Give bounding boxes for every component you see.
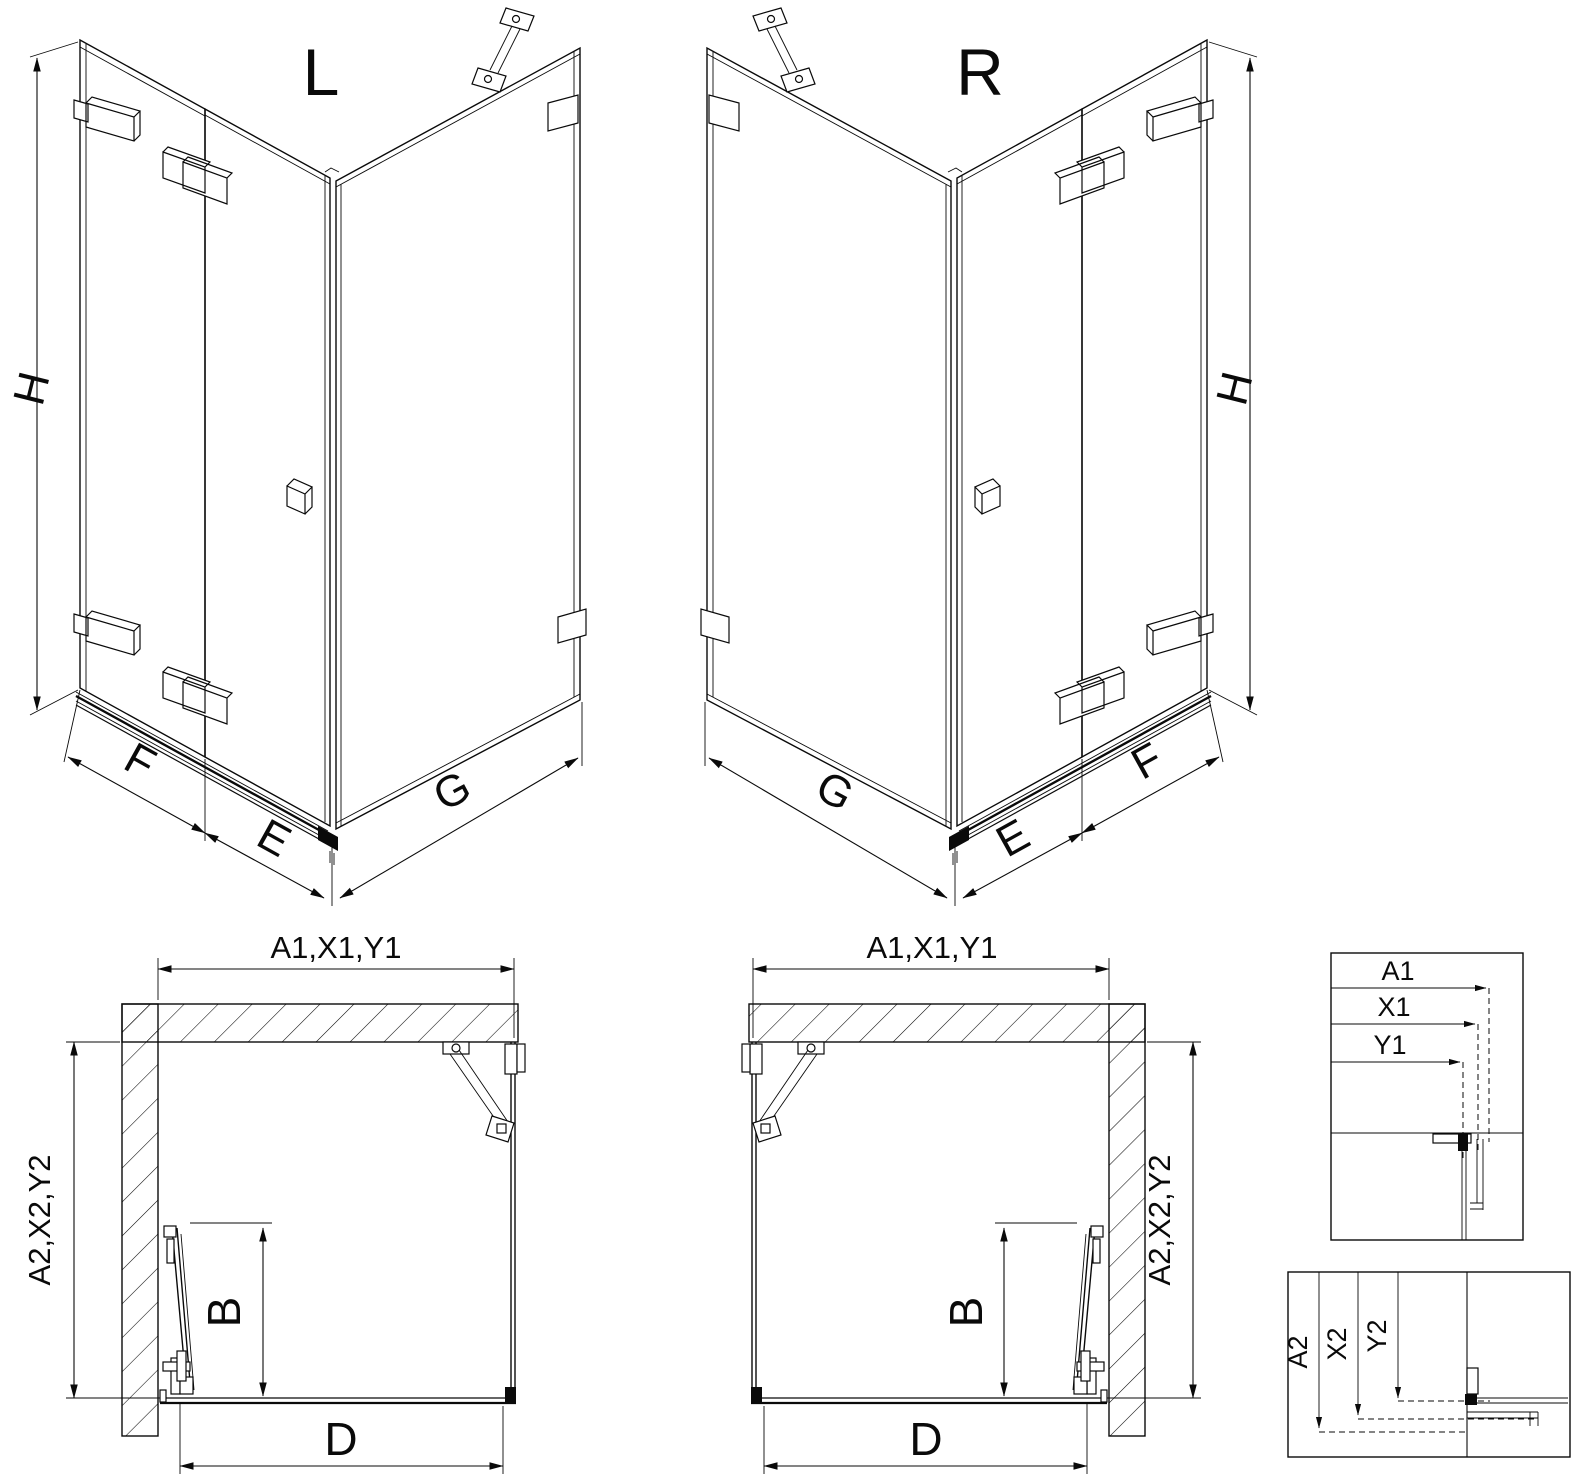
detail-x2-label: X2: [1322, 1327, 1352, 1361]
panel-g-label-right: G: [808, 761, 862, 821]
detail-y1-label: Y1: [1373, 1030, 1407, 1060]
plan-view-left: [22, 930, 525, 1474]
plan-right-entry-dim-label: D: [909, 1413, 943, 1465]
variant-label-right: R: [956, 35, 1004, 109]
panel-f-label-right: F: [1123, 733, 1171, 790]
wall-hatch-side-left-plan: [122, 1004, 158, 1436]
plan-right-top-dim-label: A1,X1,Y1: [866, 930, 998, 965]
detail-a1-label: A1: [1381, 956, 1415, 986]
plan-right-side-dim-label: A2,X2,Y2: [1142, 1154, 1177, 1286]
height-dim-label-left: H: [4, 367, 60, 410]
wall-hatch-top-right-plan: [749, 1004, 1145, 1042]
iso-view-left: [4, 8, 586, 906]
detail-depth-options: [1283, 1272, 1570, 1457]
plan-view-right: [742, 930, 1201, 1474]
variant-label-left: L: [302, 35, 340, 109]
plan-right-door-dim-label: B: [940, 1296, 992, 1328]
wall-hatch-top-left-plan: [122, 1004, 518, 1042]
plan-left-entry-dim-label: D: [324, 1413, 358, 1465]
panel-e-label-left: E: [249, 809, 299, 867]
plan-left-top-dim-label: A1,X1,Y1: [270, 930, 402, 965]
plan-left-side-dim-label: A2,X2,Y2: [22, 1154, 57, 1286]
panel-f-label-left: F: [116, 733, 164, 790]
panel-g-label-left: G: [425, 761, 479, 821]
height-dim-label-right: H: [1207, 367, 1263, 410]
wall-hatch-side-right-plan: [1109, 1004, 1145, 1436]
detail-x1-label: X1: [1377, 992, 1411, 1022]
iso-view-right: [701, 8, 1263, 906]
detail-width-options: [1331, 953, 1523, 1240]
detail-y2-label: Y2: [1362, 1319, 1392, 1353]
detail-a2-label: A2: [1283, 1335, 1313, 1369]
plan-left-door-dim-label: B: [198, 1296, 250, 1328]
panel-e-label-right: E: [988, 809, 1038, 867]
